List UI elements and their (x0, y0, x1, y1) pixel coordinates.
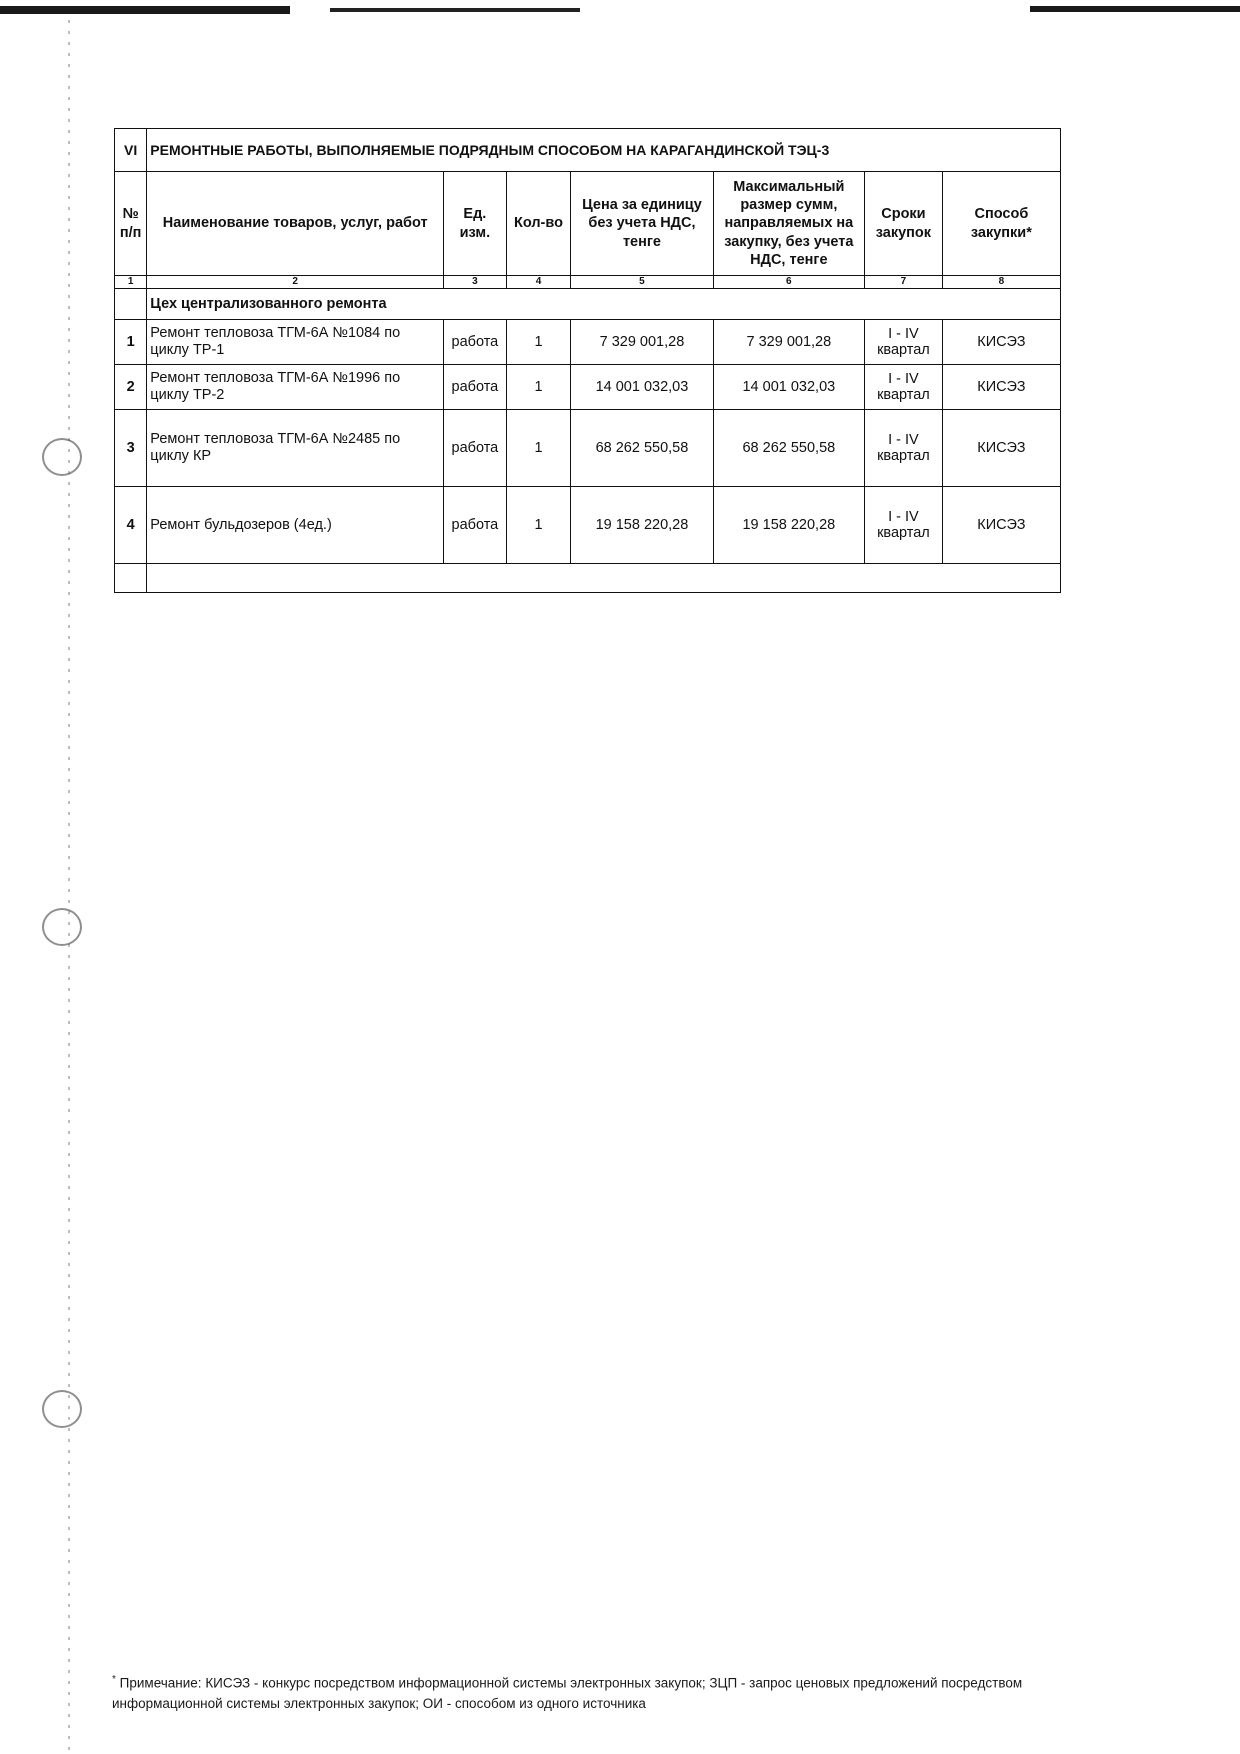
row-number: 1 (115, 320, 147, 365)
row-number: 4 (115, 487, 147, 564)
repair-works-table (114, 128, 1061, 593)
column-number: 3 (444, 276, 507, 289)
column-number-row (115, 276, 1061, 289)
column-number: 6 (713, 276, 864, 289)
punch-hole (42, 908, 82, 946)
row-qty: 1 (506, 365, 571, 410)
row-name: Ремонт бульдозеров (4ед.) (147, 487, 444, 564)
row-price: 7 329 001,28 (571, 320, 713, 365)
header-cell: Кол-во (506, 172, 571, 276)
row-period: I - IV квартал (865, 365, 943, 410)
row-period: I - IV квартал (865, 320, 943, 365)
row-unit: работа (444, 365, 507, 410)
row-price: 68 262 550,58 (571, 410, 713, 487)
footnote-text: Примечание: КИСЭЗ - конкурс посредством информационной системы электронных закупок; ЗЦП - запрос ценовых предложений посредством информационной системы электронных закупок; ОИ - способом из одного источника (112, 1675, 1023, 1712)
row-name: Ремонт тепловоза ТГМ-6А №1084 по циклу ТР-1 (147, 320, 444, 365)
section-title-row (115, 129, 1061, 172)
scan-top-edge (0, 0, 1240, 14)
scan-artifact (0, 6, 290, 14)
scan-left-edge (68, 20, 70, 1754)
row-total: 7 329 001,28 (713, 320, 864, 365)
subsection-row (115, 289, 1061, 320)
row-unit: работа (444, 410, 507, 487)
column-number: 2 (147, 276, 444, 289)
row-qty: 1 (506, 410, 571, 487)
row-method: КИСЭЗ (942, 410, 1060, 487)
table-row (115, 365, 1061, 410)
row-period: I - IV квартал (865, 410, 943, 487)
row-price: 19 158 220,28 (571, 487, 713, 564)
row-number: 3 (115, 410, 147, 487)
row-period: I - IV квартал (865, 487, 943, 564)
row-total: 19 158 220,28 (713, 487, 864, 564)
empty-cell (115, 564, 147, 593)
footnote (112, 1672, 1112, 1715)
table-row (115, 487, 1061, 564)
row-method: КИСЭЗ (942, 487, 1060, 564)
row-total: 14 001 032,03 (713, 365, 864, 410)
row-qty: 1 (506, 320, 571, 365)
header-cell: Ед. изм. (444, 172, 507, 276)
header-cell: № п/п (115, 172, 147, 276)
column-number: 7 (865, 276, 943, 289)
table-row (115, 410, 1061, 487)
row-qty: 1 (506, 487, 571, 564)
header-cell: Сроки закупок (865, 172, 943, 276)
row-price: 14 001 032,03 (571, 365, 713, 410)
empty-row (115, 564, 1061, 593)
scan-artifact (1030, 6, 1240, 12)
empty-cell (115, 289, 147, 320)
punch-hole (42, 1390, 82, 1428)
row-unit: работа (444, 487, 507, 564)
row-number: 2 (115, 365, 147, 410)
section-number: VI (115, 129, 147, 172)
column-number: 5 (571, 276, 713, 289)
footnote-mark: * (112, 1674, 116, 1685)
row-unit: работа (444, 320, 507, 365)
column-number: 4 (506, 276, 571, 289)
row-method: КИСЭЗ (942, 320, 1060, 365)
section-title: РЕМОНТНЫЕ РАБОТЫ, ВЫПОЛНЯЕМЫЕ ПОДРЯДНЫМ СПОСОБОМ НА КАРАГАНДИНСКОЙ ТЭЦ-3 (147, 129, 1061, 172)
header-cell: Цена за единицу без учета НДС, тенге (571, 172, 713, 276)
row-total: 68 262 550,58 (713, 410, 864, 487)
row-method: КИСЭЗ (942, 365, 1060, 410)
header-cell: Наименование товаров, услуг, работ (147, 172, 444, 276)
header-cell: Способ закупки* (942, 172, 1060, 276)
punch-hole (42, 438, 82, 476)
table-row (115, 320, 1061, 365)
subsection-title: Цех централизованного ремонта (147, 289, 1061, 320)
row-name: Ремонт тепловоза ТГМ-6А №1996 по циклу ТР-2 (147, 365, 444, 410)
header-row (115, 172, 1061, 276)
column-number: 1 (115, 276, 147, 289)
scan-artifact (330, 8, 580, 12)
header-cell: Максимальный размер сумм, направляемых на закупку, без учета НДС, тенге (713, 172, 864, 276)
empty-cell (147, 564, 1061, 593)
column-number: 8 (942, 276, 1060, 289)
row-name: Ремонт тепловоза ТГМ-6А №2485 по циклу КР (147, 410, 444, 487)
